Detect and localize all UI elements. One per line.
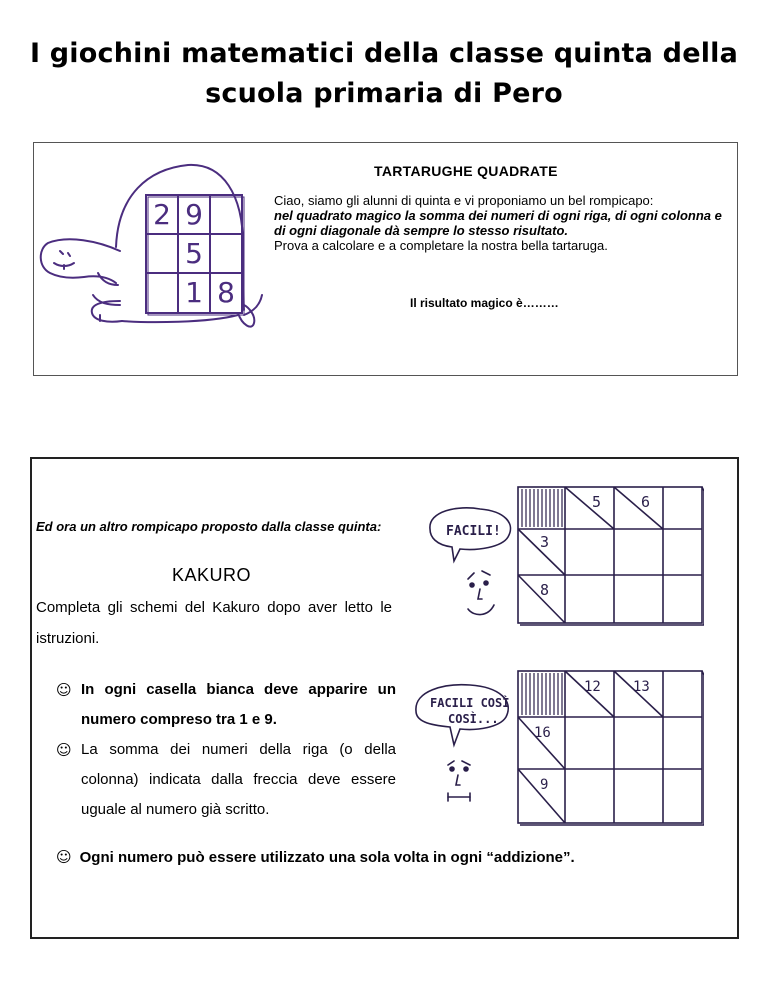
tartarughe-instruction: Prova a calcolare e a completare la nostra bella tartaruga. — [274, 238, 608, 253]
col-clue: 6 — [641, 493, 651, 511]
speech-text-1: FACILI! — [446, 524, 501, 539]
rule-text: Ogni numero può essere utilizzato una sola volta in ogni “addizione”. — [79, 849, 575, 866]
row-clue: 16 — [534, 725, 551, 741]
magic-cell: 1 — [185, 276, 203, 309]
magic-cell: 9 — [185, 198, 203, 231]
magic-square-grid — [146, 195, 242, 313]
page-title — [0, 34, 768, 114]
rule-item — [56, 675, 396, 735]
magic-cell: 8 — [217, 276, 235, 309]
magic-cell: 2 — [153, 198, 171, 231]
smiley-icon: ☺ — [56, 681, 72, 699]
tartarughe-intro: Ciao, siamo gli alunni di quinta e vi proponiamo un bel rompicapo: — [274, 193, 654, 208]
smiley-icon: ☺ — [56, 741, 72, 759]
tartarughe-box — [33, 142, 738, 376]
col-clue: 12 — [584, 679, 601, 695]
rule-text: In ogni casella bianca deve apparire un numero compreso tra 1 e 9. — [81, 681, 396, 728]
speech-text-2a: FACILI COSÌ — [430, 696, 510, 710]
row-clue: 3 — [540, 533, 550, 551]
kakuro-grid-2 — [518, 671, 704, 825]
kakuro-intro: Ed ora un altro rompicapo proposto dalla classe quinta: — [36, 519, 382, 534]
kakuro-illustration — [408, 471, 704, 851]
rule-item — [56, 735, 396, 825]
col-clue: 13 — [633, 679, 650, 695]
kakuro-title: KAKURO — [172, 565, 252, 585]
kakuro-grid-1 — [518, 487, 704, 625]
kakuro-rules — [56, 675, 396, 825]
kakuro-instructions: Completa gli schemi del Kakuro dopo aver letto le istruzioni. — [36, 599, 392, 647]
title-line-1: I giochini matematici della classe quinta della — [29, 38, 739, 69]
row-clue: 9 — [540, 777, 549, 793]
tartarughe-heading: TARTARUGHE QUADRATE — [374, 163, 558, 179]
tartarughe-rule: nel quadrato magico la somma dei numeri di ogni riga, di ogni colonna e di ogni diagonale dà sempre lo stesso risultato. — [274, 208, 722, 238]
col-clue: 5 — [592, 493, 602, 511]
speech-text-2b: COSÌ... — [448, 712, 499, 726]
smiling-face-1 — [468, 571, 494, 615]
magic-result: Il risultato magico è……… — [410, 296, 559, 310]
kakuro-box — [30, 457, 739, 939]
magic-cell: 5 — [185, 237, 203, 270]
neutral-face-2 — [448, 761, 470, 801]
smiley-icon: ☺ — [56, 848, 72, 866]
tartarughe-text — [274, 193, 736, 253]
row-clue: 8 — [540, 581, 550, 599]
rule-text: La somma dei numeri della riga (o della colonna) indicata dalla freccia deve essere uguale al numero già scritto. — [81, 741, 396, 818]
title-line-2: scuola primaria di Pero — [205, 78, 563, 109]
